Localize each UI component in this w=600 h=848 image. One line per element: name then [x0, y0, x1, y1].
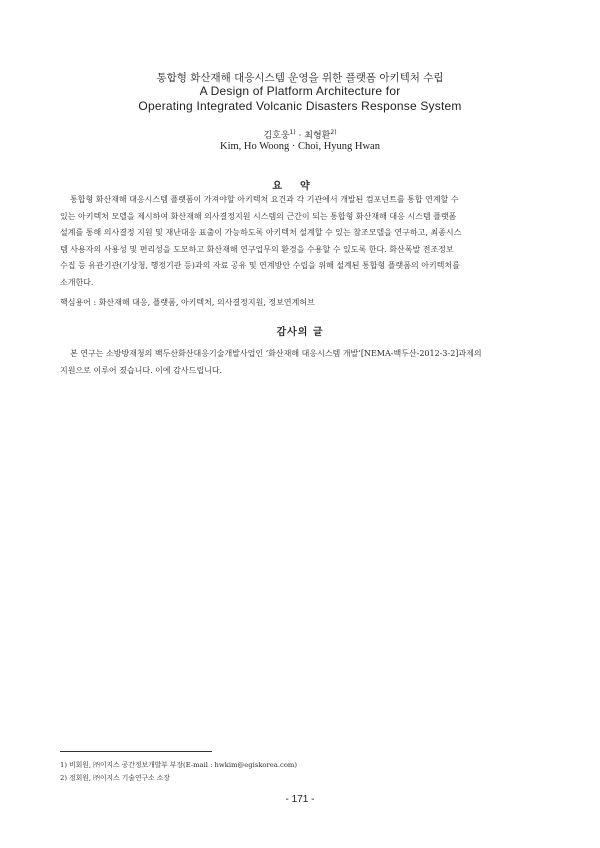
keywords: 핵심용어 : 화산재해 대응, 플랫폼, 아키텍처, 의사결정지원, 정보연계허브 — [60, 298, 315, 307]
footnote-1: 1) 비회원, ㈜이지스 공간정보개발부 부장(E-mail : hwkim@egiskorea.com) — [60, 761, 298, 769]
abstract-line: 통합형 화산재해 대응시스템 플랫폼이 가져야할 아키텍처 요건과 각 기관에서 개발된 컴포넌트를 통합 연계할 수 — [70, 195, 459, 204]
footnote-divider — [60, 751, 212, 752]
title-english-line2: Operating Integrated Volcanic Disasters Response System — [138, 99, 462, 113]
abstract-line: 소개한다. — [60, 277, 94, 287]
acknowledgement-line: 지원으로 이루어 졌습니다. 이에 감사드립니다. — [60, 365, 223, 375]
abstract-heading: 요약 — [272, 181, 328, 192]
author1-name: 김호웅 — [263, 131, 290, 141]
author1-footnote-mark: 1) — [289, 129, 296, 136]
acknowledgement-body — [60, 346, 538, 379]
acknowledgement-heading: 감사의 글 — [276, 327, 324, 338]
authors-korean — [0, 128, 600, 141]
abstract-line: 있는 아키텍처 모델을 제시하여 화산재해 의사결정지원 시스템의 근간이 되는 통합형 화산재해 대응 시스템 플랫폼 — [60, 211, 457, 221]
abstract-line: 템 사용자의 사용성 및 편리성을 도모하고 화산재해 연구업무의 환경을 수용할 수 있도록 한다. 화산폭발 전조정보 — [60, 244, 454, 254]
footnote-2: 2) 정회원, ㈜이지스 기술연구소 소장 — [60, 774, 170, 782]
author2-name: 최형환 — [304, 131, 331, 141]
abstract-line: 설계를 통해 의사결정 지원 및 재난대응 표출이 가능하도록 아키텍처 설계할 수 있는 참조모델을 연구하고, 최종시스 — [60, 228, 462, 237]
title-korean: 통합형 화산재해 대응시스템 운영을 위한 플랫폼 아키텍처 수립 — [156, 72, 444, 84]
author-separator: · — [295, 131, 305, 141]
authors-english: Kim, Ho Woong · Choi, Hyung Hwan — [220, 141, 380, 152]
page-number: - 171 - — [285, 794, 315, 805]
author2-footnote-mark: 2) — [330, 129, 337, 136]
abstract-line: 수집 등 유관기관(기상청, 행정기관 등)과의 자료 공유 및 연계방안 수립을 위해 설계된 통합형 플랫폼의 아키텍처를 — [60, 261, 460, 270]
title-english-line1: A Design of Platform Architecture for — [199, 84, 401, 98]
acknowledgement-line: 본 연구는 소방방재청의 백두산화산대응기술개발사업인 ‘화산재해 대응시스템 개발’[NEMA-백두산-2012-3-2]과제의 — [70, 349, 482, 358]
abstract-body — [60, 192, 538, 291]
